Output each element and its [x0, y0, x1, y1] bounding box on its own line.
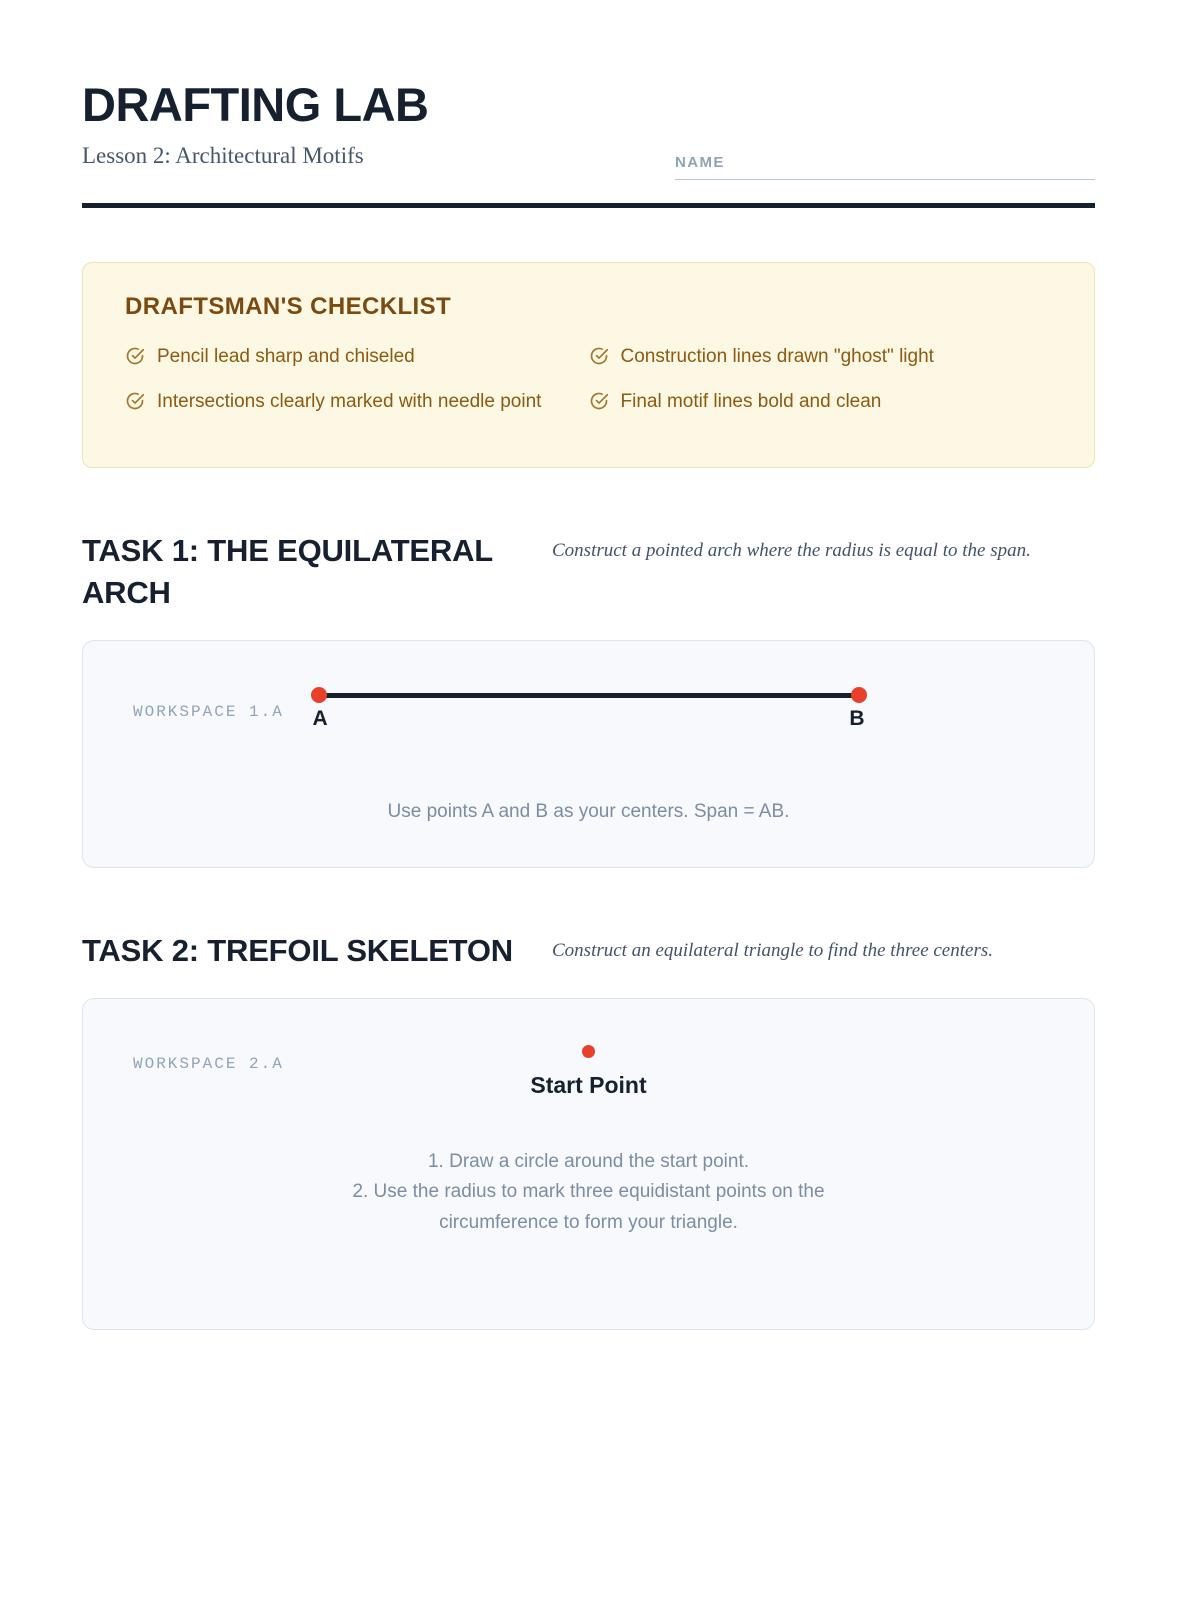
checklist-item-label: Intersections clearly marked with needle point	[157, 391, 542, 413]
task-1-header	[82, 530, 1095, 614]
task-1	[82, 530, 1095, 868]
checklist-item[interactable]	[589, 343, 1053, 371]
header-divider	[82, 203, 1095, 208]
task-2-header	[82, 930, 1095, 972]
checklist-item[interactable]	[125, 388, 589, 416]
checklist-item-label: Construction lines drawn "ghost" light	[620, 346, 934, 368]
point-a-label: A	[312, 707, 328, 731]
page-subtitle: Lesson 2: Architectural Motifs	[82, 143, 364, 169]
name-input-rule[interactable]	[675, 178, 1095, 180]
check-circle-icon	[125, 346, 145, 371]
workspace-2a-hint	[83, 1147, 1094, 1238]
workspace-2a-hint-line-1: 1. Draw a circle around the start point.	[427, 1150, 750, 1172]
checklist-item[interactable]	[589, 388, 1053, 416]
point-b-dot	[851, 687, 867, 703]
checklist-title: DRAFTSMAN'S CHECKLIST	[125, 293, 452, 321]
check-circle-icon	[589, 391, 609, 416]
point-b-label: B	[849, 707, 865, 731]
checklist-item-label: Final motif lines bold and clean	[620, 391, 882, 413]
page-header	[82, 80, 1095, 169]
workspace-1a-label: WORKSPACE 1.A	[133, 703, 284, 722]
start-point-label: Start Point	[530, 1071, 647, 1098]
workspace-2a-hint-line-3: circumference to form your triangle.	[439, 1211, 738, 1233]
check-circle-icon	[125, 391, 145, 416]
checklist-item-label: Pencil lead sharp and chiseled	[157, 346, 415, 368]
name-field[interactable]	[675, 154, 1095, 180]
page-title: DRAFTING LAB	[82, 78, 429, 131]
task-1-title: TASK 1: THE EQUILATERAL ARCH	[82, 533, 493, 611]
workspace-2a-hint-line-2: 2. Use the radius to mark three equidistant points on the	[352, 1181, 825, 1203]
start-point-diagram	[83, 999, 1094, 1099]
draftsman-checklist	[82, 262, 1095, 468]
task-2-title: TASK 2: TREFOIL SKELETON	[82, 933, 513, 969]
workspace-2a-label: WORKSPACE 2.A	[133, 1054, 284, 1073]
workspace-1a-hint: Use points A and B as your centers. Span = AB.	[387, 801, 790, 823]
checklist-column-right	[589, 343, 1053, 433]
task-2-description: Construct an equilateral triangle to find the three centers.	[552, 940, 993, 962]
segment-line	[319, 693, 859, 698]
task-2	[82, 930, 1095, 1330]
name-label: NAME	[675, 154, 725, 171]
workspace-2a[interactable]	[82, 998, 1095, 1330]
checklist-grid	[125, 343, 1052, 433]
task-1-description: Construct a pointed arch where the radius is equal to the span.	[552, 540, 1031, 562]
check-circle-icon	[589, 346, 609, 371]
start-point-dot	[582, 1045, 595, 1058]
segment-ab-diagram	[309, 641, 869, 757]
workspace-1a[interactable]	[82, 640, 1095, 868]
point-a-dot	[311, 687, 327, 703]
checklist-column-left	[125, 343, 589, 433]
checklist-item[interactable]	[125, 343, 589, 371]
